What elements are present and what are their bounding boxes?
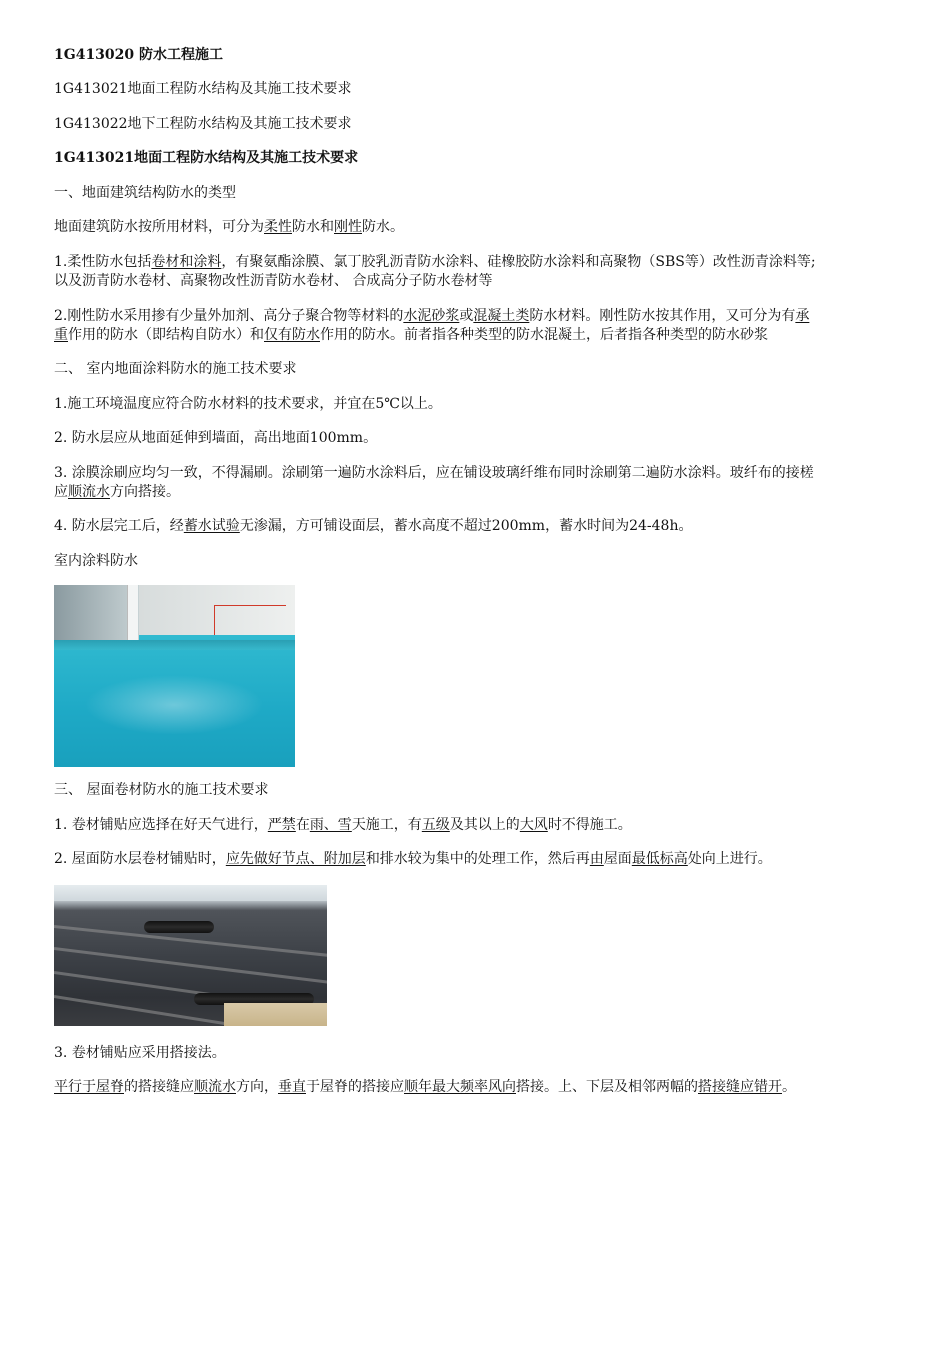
part3-item1: 1. 卷材铺贴应选择在好天气进行，严禁在雨、雪天施工，有五级及其以上的大风时不得施工。: [54, 817, 632, 833]
toc-item-2: 1G413022地下工程防水结构及其施工技术要求: [54, 116, 352, 132]
indoor-waterproof-coating-photo: [54, 585, 295, 767]
main-heading: 1G413020 防水工程施工: [54, 47, 224, 63]
part2-title: 二、 室内地面涂料防水的施工技术要求: [54, 361, 297, 377]
part1-para1-line1: 1.柔性防水包括卷材和涂料，有聚氨酯涂膜、氯丁胶乳沥青防水涂料、硅橡胶防水涂料和高聚物（SBS等）改性沥青涂料等;: [54, 254, 816, 270]
part1-para1-line2: 以及沥青防水卷材、高聚物改性沥青防水卷材、 合成高分子防水卷材等: [54, 273, 493, 289]
part2-item3-line1: 3. 涂膜涂刷应均匀一致，不得漏刷。涂刷第一遍防水涂料后，应在铺设玻璃纤维布同时涂刷第二遍防水涂料。玻纤布的接槎: [54, 465, 814, 481]
part1-para2-line1: 2.刚性防水采用掺有少量外加剂、高分子聚合物等材料的水泥砂浆或混凝土类防水材料。刚性防水按其作用，又可分为有承: [54, 308, 810, 324]
part2-item1: 1.施工环境温度应符合防水材料的技术要求，并宜在5℃以上。: [54, 396, 442, 412]
part3-item2: 2. 屋面防水层卷材铺贴时，应先做好节点、附加层和排水较为集中的处理工作，然后再由屋面最低标高处向上进行。: [54, 851, 772, 867]
part1-para2-line2: 重作用的防水（即结构自防水）和仅有防水作用的防水。前者指各种类型的防水混凝土，后者指各种类型的防水砂浆: [54, 327, 768, 343]
part2-caption: 室内涂料防水: [54, 553, 138, 569]
part2-item2: 2. 防水层应从地面延伸到墙面，高出地面100mm。: [54, 430, 378, 446]
part2-item4: 4. 防水层完工后，经蓄水试验无渗漏，方可铺设面层，蓄水高度不超过200mm，蓄水时间为24-48h。: [54, 518, 693, 534]
part2-item3-line2: 应顺流水方向搭接。: [54, 484, 180, 500]
roof-membrane-photo: [54, 885, 327, 1026]
part3-item3: 3. 卷材铺贴应采用搭接法。: [54, 1045, 226, 1061]
part1-intro: 地面建筑防水按所用材料，可分为柔性防水和刚性防水。: [54, 219, 404, 235]
section-title: 1G413021地面工程防水结构及其施工技术要求: [54, 150, 359, 166]
toc-item-1: 1G413021地面工程防水结构及其施工技术要求: [54, 81, 352, 97]
part1-title: 一、地面建筑结构防水的类型: [54, 185, 236, 201]
part3-title: 三、 屋面卷材防水的施工技术要求: [54, 782, 269, 798]
part3-item4: 平行于屋脊的搭接缝应顺流水方向，垂直于屋脊的搭接应顺年最大频率风向搭接。上、下层及相邻两幅的搭接缝应错开。: [54, 1079, 796, 1095]
